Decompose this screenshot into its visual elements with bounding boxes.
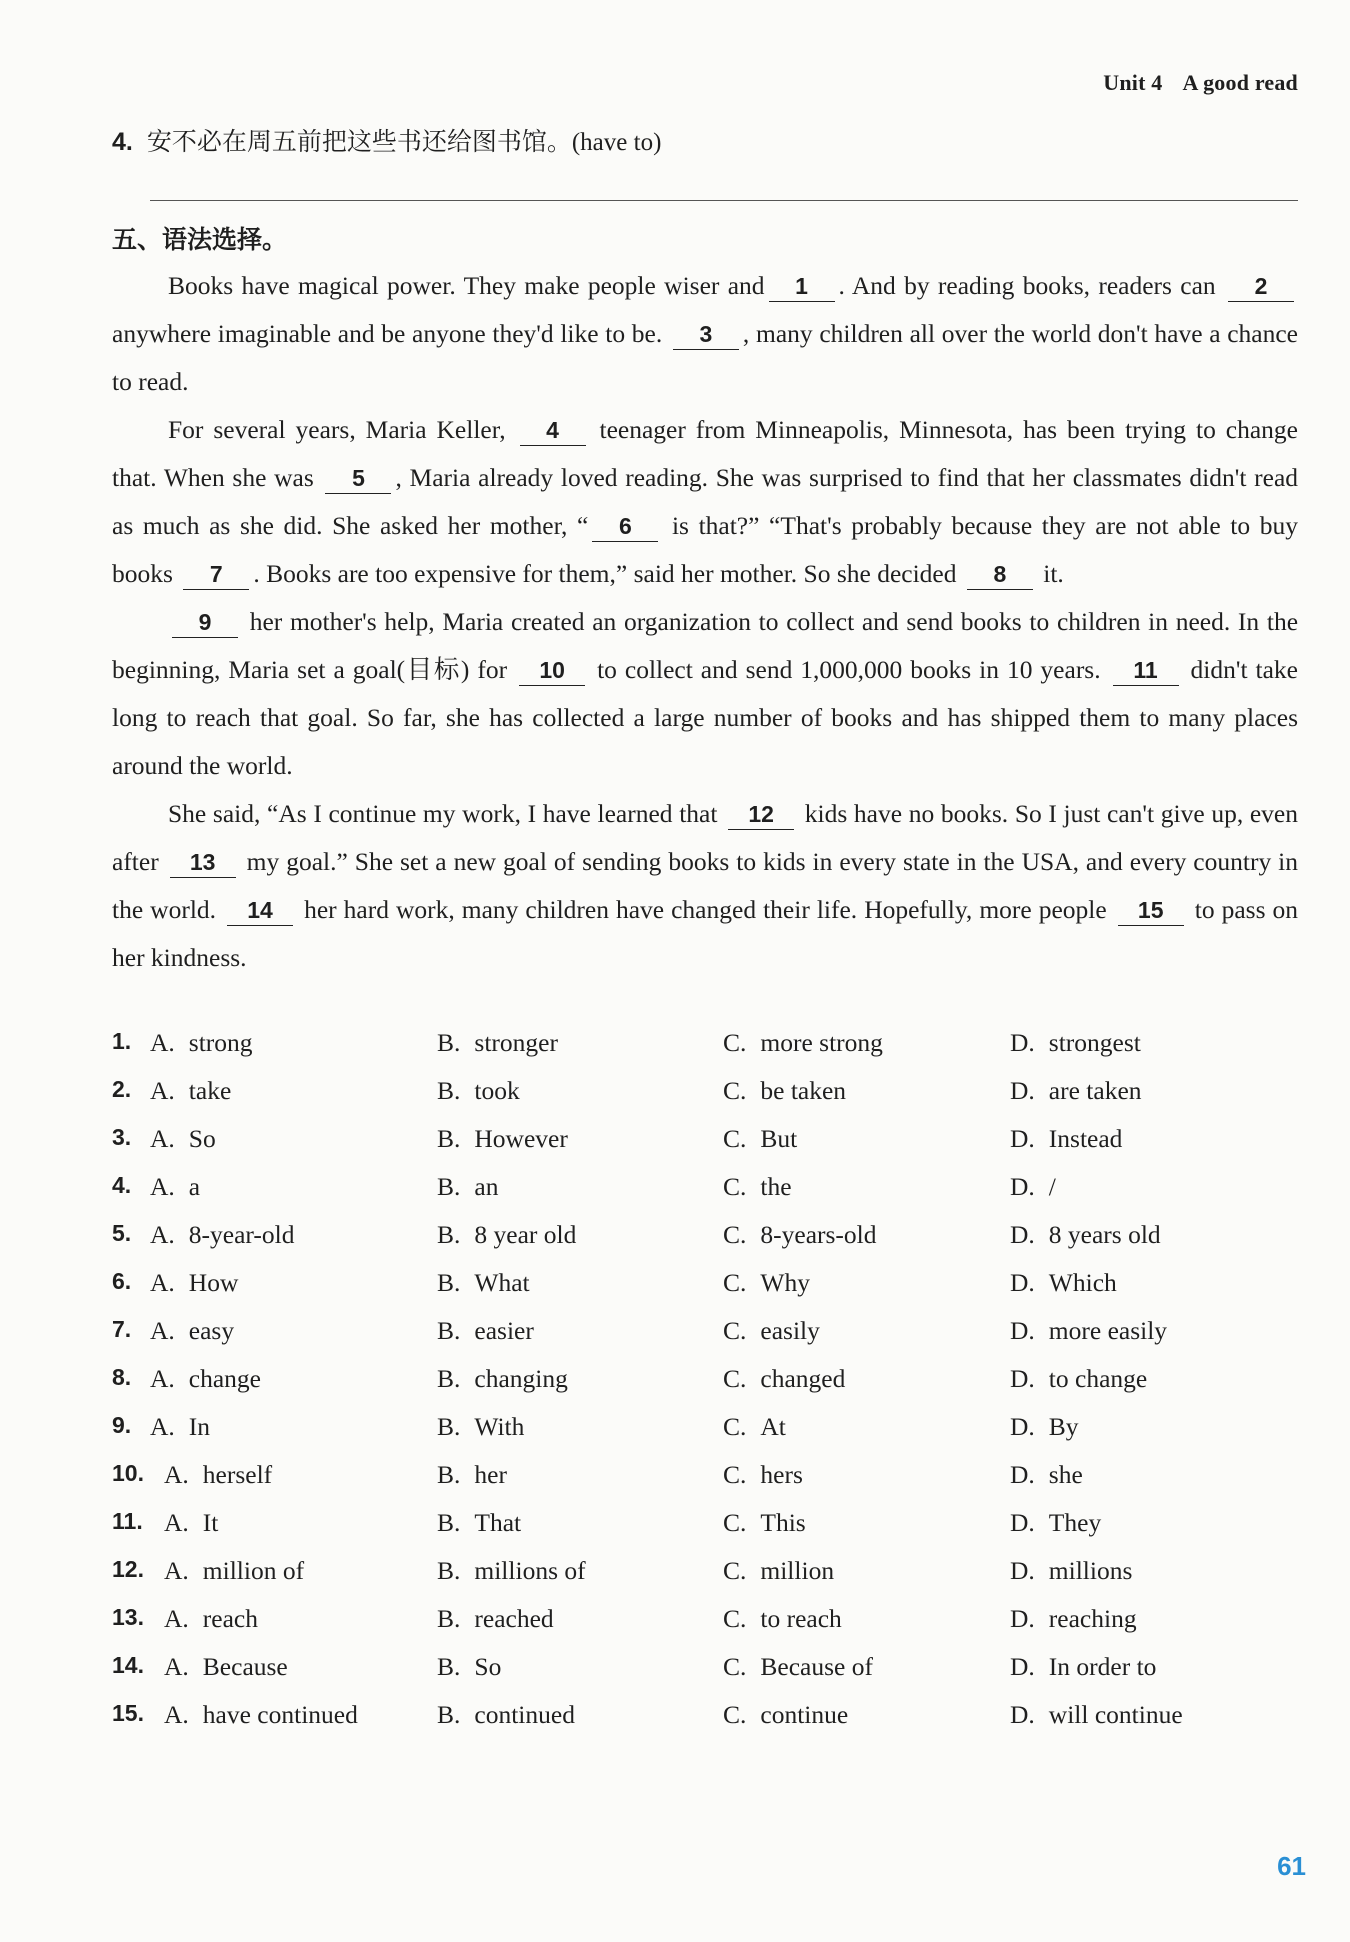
passage-text: , many children all over the world don't have a chance to read. [112,319,1298,396]
passage-text: . And by reading books, readers can [838,271,1216,300]
option-question-number: 9. [112,1412,132,1438]
cloze-passage [112,262,1298,982]
option-b[interactable] [437,1316,534,1346]
option-letter: A. [150,1172,175,1201]
option-letter: A. [164,1604,189,1633]
paragraph-4 [112,790,1298,982]
option-letter: C. [723,1028,747,1057]
option-text: more strong [760,1028,883,1057]
option-c[interactable] [723,1076,846,1106]
paragraph-1 [112,262,1298,406]
option-letter: C. [723,1412,747,1441]
option-a[interactable] [150,1316,234,1346]
option-b[interactable] [437,1412,524,1442]
page-number: 61 [1277,1851,1306,1881]
option-c[interactable] [723,1316,820,1346]
option-question-number: 7. [112,1316,132,1342]
option-a[interactable] [150,1028,253,1058]
option-text: be taken [760,1076,847,1105]
option-d[interactable] [1010,1460,1083,1490]
option-question-number: 1. [112,1028,132,1054]
option-b[interactable] [437,1604,554,1634]
blank-13[interactable]: 13 [170,847,236,878]
option-text: changing [474,1364,568,1393]
option-letter: D. [1010,1508,1035,1537]
option-text: continue [760,1700,849,1729]
page-header [1103,70,1298,96]
option-b[interactable] [437,1556,586,1586]
option-text: herself [202,1460,273,1489]
option-letter: D. [1010,1316,1035,1345]
option-question-number: 14. [112,1652,144,1678]
option-question-number: 6. [112,1268,132,1294]
option-c[interactable] [723,1412,786,1442]
option-letter: C. [723,1508,747,1537]
option-text: That [474,1508,522,1537]
option-c[interactable] [723,1604,842,1634]
option-a[interactable] [150,1412,210,1442]
option-letter: D. [1010,1268,1035,1297]
option-question-number: 4. [112,1172,132,1198]
option-d[interactable] [1010,1508,1101,1538]
option-letter: A. [150,1364,175,1393]
option-letter: C. [723,1652,747,1681]
option-a[interactable] [150,1124,216,1154]
option-b[interactable] [437,1076,520,1106]
option-letter: A. [150,1076,175,1105]
option-text: to reach [760,1604,842,1633]
option-text: They [1048,1508,1102,1537]
option-text: millions of [474,1556,586,1585]
option-text: In order to [1048,1652,1157,1681]
option-text: Instead [1048,1124,1123,1153]
option-letter: A. [150,1124,175,1153]
option-d[interactable] [1010,1316,1167,1346]
passage-text: didn't take long to reach that goal. So far, she has collected a large number of books and has shipped them to many places around the world. [112,655,1298,780]
option-b[interactable] [437,1028,558,1058]
option-d[interactable] [1010,1076,1142,1106]
option-d[interactable] [1010,1412,1079,1442]
option-b[interactable] [437,1364,568,1394]
option-d[interactable] [1010,1172,1056,1202]
blank-6[interactable]: 6 [592,511,658,542]
option-text: It [202,1508,219,1537]
passage-text: teenager from Minneapolis, Minnesota, has been trying to change that. When she was [112,415,1298,492]
option-letter: D. [1010,1124,1035,1153]
blank-7[interactable]: 7 [183,559,249,590]
option-row [112,1024,1292,1072]
option-text: stronger [474,1028,558,1057]
option-text: How [188,1268,239,1297]
option-letter: B. [437,1172,461,1201]
option-letter: D. [1010,1364,1035,1393]
option-letter: C. [723,1316,747,1345]
option-letter: C. [723,1604,747,1633]
option-letter: D. [1010,1076,1035,1105]
option-d[interactable] [1010,1652,1156,1682]
option-row [112,1216,1292,1264]
option-question-number: 10. [112,1460,144,1486]
option-letter: C. [723,1556,747,1585]
blank-4[interactable]: 4 [520,415,586,446]
option-row [112,1504,1292,1552]
passage-text: For several years, Maria Keller, [168,415,506,444]
option-row [112,1168,1292,1216]
option-text: Which [1048,1268,1117,1297]
blank-1[interactable]: 1 [769,271,835,302]
option-letter: B. [437,1316,461,1345]
option-text: changed [760,1364,846,1393]
option-d[interactable] [1010,1028,1141,1058]
option-question-number: 15. [112,1700,144,1726]
option-text: the [760,1172,792,1201]
option-c[interactable] [723,1220,877,1250]
option-letter: B. [437,1220,461,1249]
option-text: easily [760,1316,820,1345]
option-d[interactable] [1010,1556,1132,1586]
option-text: So [474,1652,502,1681]
option-letter: B. [437,1364,461,1393]
option-letter: A. [164,1700,189,1729]
passage-text: kids have no books. So I just can't give up, even after [112,799,1298,876]
option-row [112,1456,1292,1504]
option-text: more easily [1048,1316,1168,1345]
blank-9[interactable]: 9 [172,607,238,638]
option-text: hers [760,1460,803,1489]
option-question-number: 12. [112,1556,144,1582]
option-letter: B. [437,1508,461,1537]
option-c[interactable] [723,1364,845,1394]
option-row [112,1408,1292,1456]
option-letter: C. [723,1700,747,1729]
option-b[interactable] [437,1220,576,1250]
option-letter: C. [723,1460,747,1489]
option-letter: D. [1010,1460,1035,1489]
option-letter: C. [723,1076,747,1105]
option-text: reaching [1048,1604,1137,1633]
passage-text: . Books are too expensive for them,” said her mother. So she decided [253,559,957,588]
option-question-number: 8. [112,1364,132,1390]
option-a[interactable] [150,1364,261,1394]
option-b[interactable] [437,1700,575,1730]
option-a[interactable] [164,1460,272,1490]
option-d[interactable] [1010,1604,1137,1634]
option-letter: A. [164,1556,189,1585]
option-text: million of [202,1556,305,1585]
option-letter: A. [150,1412,175,1441]
option-text: take [188,1076,232,1105]
option-letter: A. [150,1220,175,1249]
blank-5[interactable]: 5 [325,463,391,494]
passage-text: her mother's help, Maria created an organization to collect and send books to children in need. In the beginning, Maria set a goal(目标) for [112,607,1299,684]
option-c[interactable] [723,1460,803,1490]
option-text: million [760,1556,835,1585]
option-a[interactable] [164,1556,304,1586]
option-row [112,1120,1292,1168]
option-text: strongest [1048,1028,1141,1057]
option-b[interactable] [437,1268,530,1298]
option-d[interactable] [1010,1364,1147,1394]
option-row [112,1264,1292,1312]
question-text: 安不必在周五前把这些书还给图书馆。(have to) [146,129,662,156]
option-row [112,1552,1292,1600]
option-d[interactable] [1010,1124,1122,1154]
option-a[interactable] [164,1604,258,1634]
option-letter: D. [1010,1700,1035,1729]
passage-text: , Maria already loved reading. She was surprised to find that her classmates didn't read as much as she did. She asked her mother, “ [112,463,1299,540]
option-letter: B. [437,1268,461,1297]
option-text: strong [188,1028,253,1057]
option-c[interactable] [723,1172,792,1202]
option-text: 8-years-old [760,1220,877,1249]
option-letter: D. [1010,1412,1035,1441]
blank-3[interactable]: 3 [673,319,739,350]
option-c[interactable] [723,1508,806,1538]
option-letter: A. [164,1652,189,1681]
option-text: / [1048,1172,1056,1201]
option-text: are taken [1048,1076,1142,1105]
passage-text: is that?” “That's probably because they are not able to buy books [112,511,1298,588]
option-c[interactable] [723,1652,873,1682]
option-text: have continued [202,1700,358,1729]
option-letter: B. [437,1028,461,1057]
option-text: At [760,1412,786,1441]
option-question-number: 11. [112,1508,143,1534]
option-text: her [474,1460,507,1489]
paragraph-2 [112,406,1298,598]
option-text: she [1048,1460,1083,1489]
option-text: millions [1048,1556,1133,1585]
option-letter: B. [437,1124,461,1153]
option-b[interactable] [437,1508,521,1538]
option-text: Because [202,1652,288,1681]
option-b[interactable] [437,1172,498,1202]
option-letter: B. [437,1604,461,1633]
blank-11[interactable]: 11 [1113,655,1179,686]
blank-15[interactable]: 15 [1118,895,1184,926]
option-text: 8 year old [474,1220,577,1249]
blank-12[interactable]: 12 [728,799,794,830]
option-a[interactable] [150,1172,200,1202]
option-d[interactable] [1010,1268,1117,1298]
option-text: change [188,1364,262,1393]
option-question-number: 13. [112,1604,144,1630]
option-text: a [188,1172,201,1201]
option-letter: D. [1010,1604,1035,1633]
option-row [112,1072,1292,1120]
option-question-number: 2. [112,1076,132,1102]
option-question-number: 3. [112,1124,132,1150]
section-title: 五、语法选择。 [112,225,288,254]
option-text: But [760,1124,798,1153]
option-text: This [760,1508,806,1537]
question-number: 4. [112,128,133,156]
option-text: By [1048,1412,1079,1441]
unit-label: Unit 4 [1103,70,1163,95]
option-a[interactable] [150,1220,294,1250]
option-c[interactable] [723,1268,810,1298]
option-text: took [474,1076,520,1105]
option-row [112,1312,1292,1360]
answer-line[interactable] [150,200,1298,201]
option-a[interactable] [164,1652,288,1682]
paragraph-3 [112,598,1298,790]
option-letter: A. [164,1460,189,1489]
answer-options [112,1024,1292,1744]
option-d[interactable] [1010,1700,1183,1730]
translation-question-4 [112,122,661,158]
option-row [112,1696,1292,1744]
option-text: easy [188,1316,235,1345]
option-letter: A. [150,1268,175,1297]
option-b[interactable] [437,1652,501,1682]
option-row [112,1648,1292,1696]
option-text: an [474,1172,499,1201]
option-letter: C. [723,1124,747,1153]
unit-title: A good read [1182,70,1298,95]
blank-8[interactable]: 8 [967,559,1033,590]
option-letter: D. [1010,1172,1035,1201]
option-text: However [474,1124,568,1153]
passage-text: She said, “As I continue my work, I have learned that [168,799,718,828]
option-text: easier [474,1316,534,1345]
blank-2[interactable]: 2 [1228,271,1294,302]
passage-text: it. [1043,559,1064,588]
option-letter: B. [437,1700,461,1729]
option-c[interactable] [723,1700,848,1730]
passage-text: my goal.” She set a new goal of sending books to kids in every state in the USA, and every country in the world. [112,847,1298,924]
option-d[interactable] [1010,1220,1161,1250]
option-letter: D. [1010,1028,1035,1057]
passage-text: anywhere imaginable and be anyone they'd like to be. [112,319,663,348]
option-b[interactable] [437,1124,568,1154]
option-question-number: 5. [112,1220,132,1246]
option-a[interactable] [164,1700,358,1730]
option-text: will continue [1048,1700,1183,1729]
option-text: With [474,1412,525,1441]
option-letter: C. [723,1220,747,1249]
passage-text: Books have magical power. They make people wiser and [168,271,765,300]
blank-10[interactable]: 10 [519,655,585,686]
option-c[interactable] [723,1124,797,1154]
option-text: Why [760,1268,810,1297]
option-b[interactable] [437,1460,507,1490]
option-letter: C. [723,1364,747,1393]
option-letter: A. [150,1316,175,1345]
option-letter: D. [1010,1652,1035,1681]
option-letter: A. [150,1028,175,1057]
blank-14[interactable]: 14 [227,895,293,926]
option-letter: B. [437,1412,461,1441]
option-letter: B. [437,1556,461,1585]
passage-text: her hard work, many children have changed their life. Hopefully, more people [304,895,1107,924]
option-a[interactable] [150,1076,231,1106]
option-row [112,1600,1292,1648]
option-letter: C. [723,1172,747,1201]
option-letter: C. [723,1268,747,1297]
option-text: So [188,1124,216,1153]
option-c[interactable] [723,1556,834,1586]
option-text: to change [1048,1364,1148,1393]
option-text: continued [474,1700,575,1729]
option-text: reach [202,1604,258,1633]
option-letter: A. [164,1508,189,1537]
option-text: 8-year-old [188,1220,295,1249]
option-letter: D. [1010,1556,1035,1585]
option-letter: B. [437,1460,461,1489]
option-text: 8 years old [1048,1220,1161,1249]
option-c[interactable] [723,1028,883,1058]
option-row [112,1360,1292,1408]
passage-text: to pass on her kindness. [112,895,1299,972]
option-a[interactable] [164,1508,218,1538]
option-text: Because of [760,1652,873,1681]
option-text: reached [474,1604,554,1633]
option-letter: B. [437,1652,461,1681]
option-letter: B. [437,1076,461,1105]
option-a[interactable] [150,1268,238,1298]
option-letter: D. [1010,1220,1035,1249]
passage-text: to collect and send 1,000,000 books in 10 years. [597,655,1101,684]
option-text: In [188,1412,211,1441]
option-text: What [474,1268,530,1297]
